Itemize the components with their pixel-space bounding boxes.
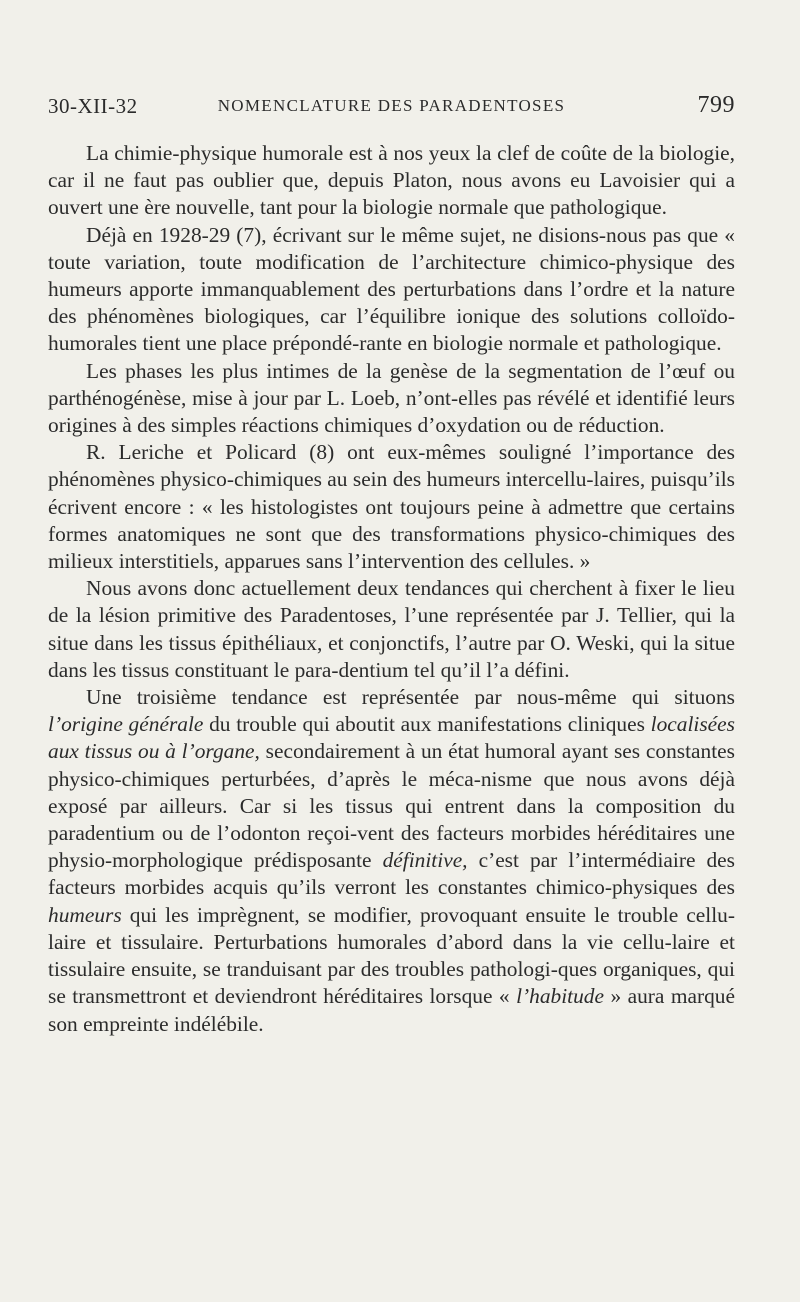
running-head (48, 86, 735, 126)
italic-phrase-habitude: l’habitude (516, 984, 604, 1009)
paragraph-troisieme-tendance (48, 684, 735, 1038)
text-segment: secondairement à un état humoral ayant ses constantes physico-chimiques perturbées, d’après le méca-nisme que nous avons déjà exposé par ailleurs. Car si les tissus qui entrent dans la composition du paradentium ou de l’odonton reçoi-vent des facteurs morbides héréditaires une physio-morphologique prédisposante (48, 739, 735, 873)
italic-phrase-definitive: définitive, (382, 848, 468, 873)
paragraph-leriche-policard: R. Leriche et Policard (8) ont eux-mêmes souligné l’importance des phénomènes physico-chimiques au sein des humeurs intercellu-laires, puisqu’ils écrivent encore : « les histologistes ont toujours peine à admettre que certains formes anatomiques ne sont que des transformations physico-chimiques des milieux interstitiels, apparues sans l’intervention des cellules. » (48, 440, 735, 574)
text-segment: » aura marqué son empreinte indélébile. (48, 984, 735, 1036)
italic-phrase-humeurs: humeurs (48, 902, 122, 927)
page-number: 799 (697, 92, 735, 118)
paragraph-deja-1928: Déjà en 1928-29 (7), écrivant sur le même sujet, ne disions-nous pas que « toute variation, toute modification de l’architecture chimico-physique des humeurs apporte immanquablement des perturbations dans l’ordre et la nature des phénomènes biologiques, car l’équilibre ionique des solutions colloïdo-humorales tient une place prépondé-rante en biologie normale et pathologique. (48, 222, 735, 356)
italic-phrase-localisees: localisées aux tissus ou à l’organe, (48, 712, 735, 764)
body-text (48, 140, 735, 1038)
text-segment: c’est par l’intermédiaire des facteurs morbides acquis qu’ils verront les constantes chimico-physiques des (48, 848, 735, 900)
italic-phrase-origine-generale: l’origine générale (48, 712, 204, 737)
text-segment: Une troisième tendance est représentée par nous-même qui situons (86, 685, 735, 710)
paragraph-chimie-physique: La chimie-physique humorale est à nos yeux la clef de coûte de la biologie, car il ne faut pas oublier que, depuis Platon, nous avons eu Lavoisier qui a ouvert une ère nouvelle, tant pour la biologie normale que pathologique. (48, 141, 735, 220)
text-segment: qui les imprègnent, se modifier, provoquant ensuite le trouble cellu-laire et tissulaire. Perturbations humorales d’abord dans la vie cellu-laire et tissulaire ensuite, se tranduisant par des troubles pathologi-ques organiques, qui se transmettront et deviendront héréditaires lorsque « (48, 902, 735, 1009)
paragraph-phases-intimes: Les phases les plus intimes de la genèse de la segmentation de l’œuf ou parthénogénèse, mise à jour par L. Loeb, n’ont-elles pas révélé et identifié leurs origines à des simples réactions chimiques d’oxydation ou de réduction. (48, 358, 735, 438)
header-date: 30-XII-32 (48, 94, 138, 118)
header-title: NOMENCLATURE DES PARADENTOSES (217, 96, 566, 115)
paragraph-deux-tendances: Nous avons donc actuellement deux tendances qui cherchent à fixer le lieu de la lésion primitive des Paradentoses, l’une représentée par J. Tellier, qui la situe dans les tissus épithéliaux, et conjonctifs, l’autre par O. Weski, qui la situe dans les tissus constituant le para-dentium tel qu’il l’a défini. (48, 576, 735, 682)
book-page (48, 86, 735, 1038)
text-segment: du trouble qui aboutit aux manifestations cliniques (203, 712, 651, 737)
